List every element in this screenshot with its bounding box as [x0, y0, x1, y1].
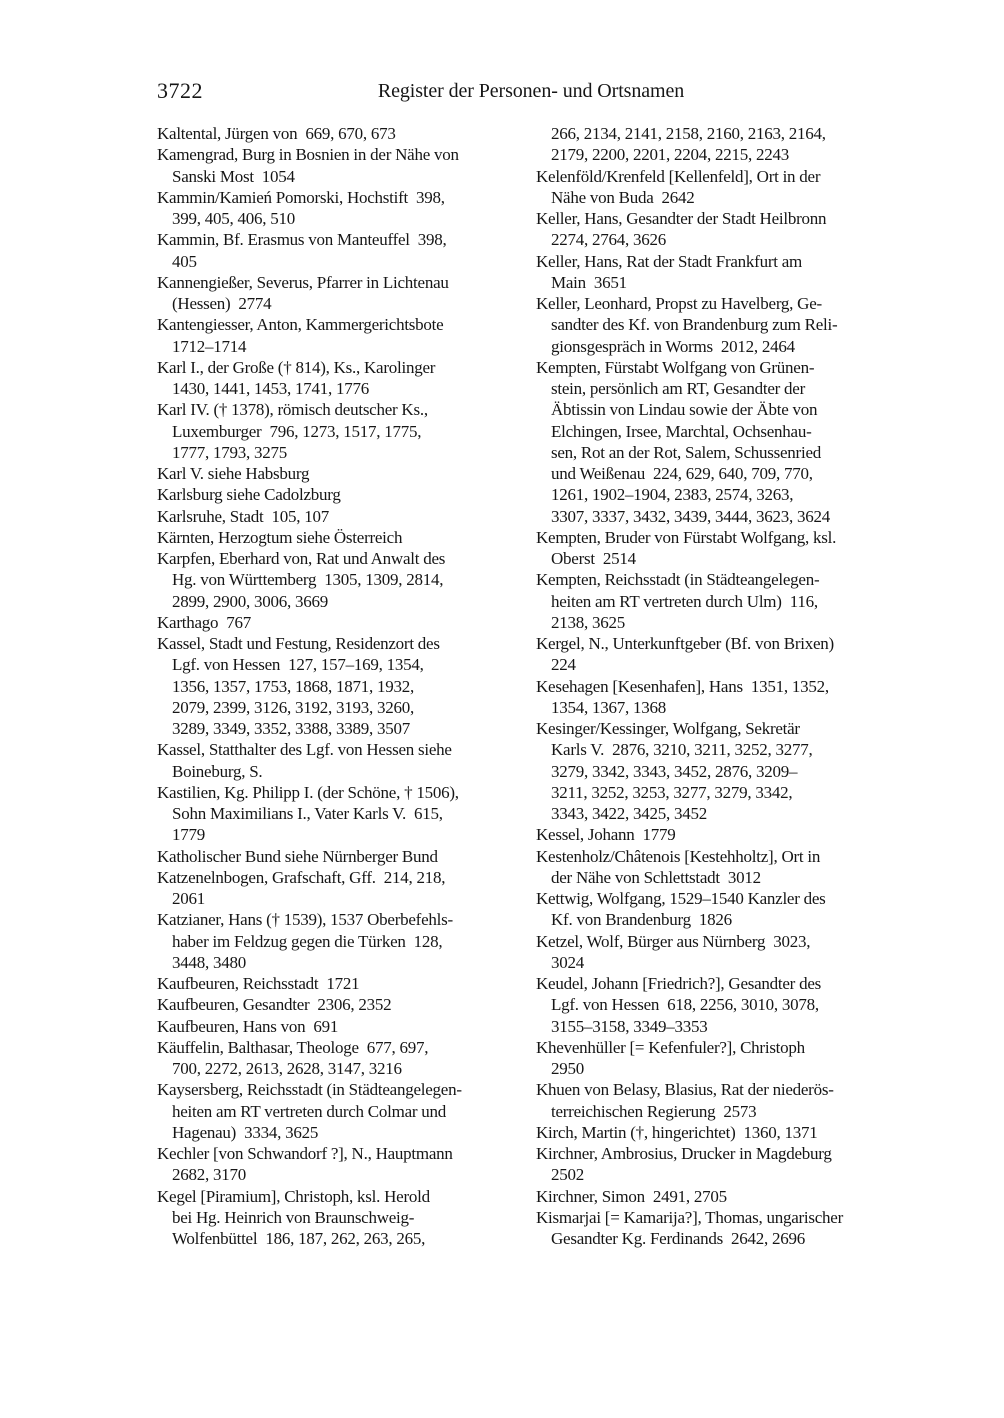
index-entry	[157, 633, 526, 739]
entry-line-continuation: (Hessen) 2774	[172, 294, 272, 313]
entry-line-continuation: 2950	[551, 1059, 584, 1078]
index-entry	[536, 973, 905, 1037]
index-entry	[157, 187, 526, 230]
entry-line-first: Khevenhüller [= Kefenfuler?], Christoph	[536, 1037, 805, 1057]
index-entry	[157, 144, 526, 187]
index-entry	[157, 973, 526, 994]
entry-line-first: Kergel, N., Unterkunftgeber (Bf. von Brixen)	[536, 634, 834, 653]
index-entry	[536, 1207, 905, 1250]
index-entry	[157, 846, 526, 867]
entry-line-continuation: 2079, 2399, 3126, 3192, 3193, 3260,	[172, 697, 414, 717]
entry-line-continuation: 2899, 2900, 3006, 3669	[172, 591, 328, 611]
entry-line-continuation: 1779	[172, 825, 205, 845]
entry-line-continuation: 3279, 3342, 3343, 3452, 2876, 3209–	[551, 761, 798, 781]
entry-line-continuation: heiten am RT vertreten durch Colmar und	[172, 1101, 447, 1121]
entry-line-continuation: 3448, 3480	[172, 952, 246, 972]
entry-continuation-line: 266, 2134, 2141, 2158, 2160, 2163, 2164,	[551, 124, 826, 143]
entry-line-first: Karl I., der Große († 814), Ks., Karolinger	[157, 357, 436, 377]
entry-line-continuation: Sanski Most 1054	[172, 166, 295, 186]
index-entry	[157, 867, 526, 910]
entry-line-continuation: 2682, 3170	[172, 1165, 246, 1185]
entry-line-first: Ketzel, Wolf, Bürger aus Nürnberg 3023,	[536, 931, 811, 951]
entry-line-continuation: stein, persönlich am RT, Gesandter der	[551, 379, 805, 398]
entry-line-continuation: terreichischen Regierung 2573	[551, 1101, 757, 1121]
index-entry	[536, 1079, 905, 1122]
entry-line-continuation: Nähe von Buda 2642	[551, 187, 695, 207]
entry-line-continuation: 2138, 3625	[551, 612, 625, 632]
entry-line-first: Kelenföld/Krenfeld [Kellenfeld], Ort in der	[536, 166, 821, 186]
index-column-left	[157, 123, 526, 1249]
entry-line-first: Kismarjai [= Kamarija?], Thomas, ungarischer	[536, 1207, 843, 1227]
entry-line-continuation: Main 3651	[551, 272, 627, 292]
entry-line-first: Karpfen, Eberhard von, Rat und Anwalt des	[157, 549, 446, 568]
entry-line-continuation: bei Hg. Heinrich von Braunschweig-	[172, 1207, 415, 1227]
index-entry	[157, 314, 526, 357]
entry-line-continuation: Hagenau) 3334, 3625	[172, 1122, 319, 1142]
index-entry	[536, 1143, 905, 1186]
index-entry	[157, 1037, 526, 1080]
entry-line-first: Karl V. siehe Habsburg	[157, 464, 310, 483]
entry-line-first: Katzianer, Hans († 1539), 1537 Oberbefehls-	[157, 910, 453, 930]
index-entry	[157, 782, 526, 846]
entry-line-continuation: 1261, 1902–1904, 2383, 2574, 3263,	[551, 485, 794, 505]
entry-line-first: Kammin, Bf. Erasmus von Manteuffel 398,	[157, 230, 447, 250]
running-title: Register der Personen- und Ortsnamen	[377, 80, 685, 102]
entry-line-continuation: 2274, 2764, 3626	[551, 230, 666, 250]
entry-line-continuation: 1777, 1793, 3275	[172, 442, 287, 462]
entry-line-continuation: Boineburg, S.	[172, 761, 263, 781]
index-entry	[536, 718, 905, 824]
entry-line-first: Kaufbeuren, Hans von 691	[157, 1016, 339, 1036]
entry-line-first: Kaufbeuren, Gesandter 2306, 2352	[157, 995, 392, 1015]
index-entry	[157, 229, 526, 272]
entry-line-first: Kesehagen [Kesenhafen], Hans 1351, 1352,	[536, 676, 829, 696]
entry-line-first: Kärnten, Herzogtum siehe Österreich	[157, 527, 403, 547]
entry-continuation-line: 2179, 2200, 2201, 2204, 2215, 2243	[551, 145, 789, 165]
entry-line-first: Karthago 767	[157, 612, 252, 632]
index-entry	[536, 569, 905, 633]
entry-line-continuation: 224	[551, 655, 576, 675]
entry-line-continuation: Gesandter Kg. Ferdinands 2642, 2696	[551, 1229, 805, 1248]
entry-line-first: Kestenholz/Châtenois [Kestehholtz], Ort in	[536, 846, 821, 866]
index-columns	[157, 123, 905, 1249]
index-entry	[157, 399, 526, 463]
index-entry	[536, 357, 905, 527]
index-entry	[536, 633, 905, 676]
entry-line-first: Karlsruhe, Stadt 105, 107	[157, 506, 329, 526]
entry-line-first: Kannengießer, Severus, Pfarrer in Lichtenau	[157, 272, 449, 292]
entry-line-first: Kaltental, Jürgen von 669, 670, 673	[157, 124, 396, 143]
index-entry	[536, 888, 905, 931]
entry-line-continuation: heiten am RT vertreten durch Ulm) 116,	[551, 591, 818, 611]
entry-line-first: Keller, Hans, Rat der Stadt Frankfurt am	[536, 251, 802, 271]
entry-line-first: Keudel, Johann [Friedrich?], Gesandter des	[536, 974, 822, 993]
entry-line-first: Kessel, Johann 1779	[536, 825, 676, 845]
entry-line-continuation: 1356, 1357, 1753, 1868, 1871, 1932,	[172, 676, 414, 696]
index-entry	[536, 527, 905, 570]
entry-line-first: Kaufbeuren, Reichsstadt 1721	[157, 974, 360, 993]
index-entry	[536, 824, 905, 845]
page-header	[157, 78, 905, 106]
entry-line-continuation: Kf. von Brandenburg 1826	[551, 910, 732, 930]
index-entry	[536, 1037, 905, 1080]
index-entry	[536, 846, 905, 889]
index-entry	[536, 676, 905, 719]
entry-line-first: Kassel, Stadt und Festung, Residenzort des	[157, 634, 440, 653]
entry-line-continuation: Luxemburger 796, 1273, 1517, 1775,	[172, 421, 422, 441]
entry-line-continuation: 1712–1714	[172, 336, 247, 356]
index-entry	[157, 909, 526, 973]
entry-line-first: Karl IV. († 1378), römisch deutscher Ks.,	[157, 400, 428, 420]
index-entry	[157, 994, 526, 1015]
index-entry	[157, 548, 526, 612]
index-entry	[536, 1186, 905, 1207]
index-entry	[157, 272, 526, 315]
entry-line-continuation: 3211, 3252, 3253, 3277, 3279, 3342,	[551, 782, 793, 802]
entry-line-continuation: und Weißenau 224, 629, 640, 709, 770,	[551, 464, 813, 483]
entry-line-continuation: 1430, 1441, 1453, 1741, 1776	[172, 379, 369, 398]
entry-line-continuation: Hg. von Württemberg 1305, 1309, 2814,	[172, 570, 444, 590]
index-entry	[536, 166, 905, 209]
entry-line-continuation: 700, 2272, 2613, 2628, 3147, 3216	[172, 1059, 402, 1078]
entry-line-continuation: Wolfenbüttel 186, 187, 262, 263, 265,	[172, 1229, 426, 1248]
index-entry	[157, 463, 526, 484]
entry-line-first: Kettwig, Wolfgang, 1529–1540 Kanzler des	[536, 889, 826, 908]
index-entry	[157, 612, 526, 633]
entry-line-continuation: der Nähe von Schlettstadt 3012	[551, 867, 761, 887]
index-entry	[536, 1122, 905, 1143]
entry-line-continuation: Oberst 2514	[551, 549, 636, 568]
entry-line-first: Keller, Leonhard, Propst zu Havelberg, Ge-	[536, 294, 822, 313]
entry-line-first: Keller, Hans, Gesandter der Stadt Heilbronn	[536, 209, 827, 228]
entry-line-continuation: Sohn Maximilians I., Vater Karls V. 615,	[172, 804, 443, 823]
index-entry	[157, 506, 526, 527]
entry-line-continuation: Lgf. von Hessen 618, 2256, 3010, 3078,	[551, 995, 819, 1015]
index-entry	[157, 123, 526, 144]
entry-line-first: Katholischer Bund siehe Nürnberger Bund	[157, 846, 438, 866]
entry-line-continuation: 399, 405, 406, 510	[172, 209, 295, 228]
entry-line-first: Kantengiesser, Anton, Kammergerichtsbote	[157, 315, 444, 335]
entry-line-continuation: Elchingen, Irsee, Marchtal, Ochsenhau-	[551, 421, 812, 441]
page-number: 3722	[157, 78, 203, 103]
entry-line-first: Katzenelnbogen, Grafschaft, Gff. 214, 218,	[157, 867, 446, 887]
entry-line-first: Kempten, Fürstabt Wolfgang von Grünen-	[536, 357, 815, 377]
entry-line-first: Karlsburg siehe Cadolzburg	[157, 485, 341, 505]
entry-line-continuation: 405	[172, 251, 197, 271]
entry-line-continuation: 2061	[172, 889, 205, 908]
entry-line-continuation: 2502	[551, 1165, 584, 1185]
entry-line-continuation: gionsgespräch in Worms 2012, 2464	[551, 336, 795, 356]
entry-line-first: Kassel, Statthalter des Lgf. von Hessen siehe	[157, 740, 452, 760]
entry-line-first: Kammin/Kamień Pomorski, Hochstift 398,	[157, 187, 445, 207]
index-entry	[157, 1016, 526, 1037]
entry-line-continuation: haber im Feldzug gegen die Türken 128,	[172, 931, 443, 951]
entry-line-continuation: Lgf. von Hessen 127, 157–169, 1354,	[172, 655, 424, 675]
entry-line-first: Kempten, Bruder von Fürstabt Wolfgang, ksl.	[536, 527, 837, 547]
entry-line-continuation: 1354, 1367, 1368	[551, 697, 666, 717]
index-entry	[157, 739, 526, 782]
entry-line-first: Kamengrad, Burg in Bosnien in der Nähe von	[157, 145, 459, 165]
entry-line-first: Kempten, Reichsstadt (in Städteangelegen-	[536, 570, 820, 590]
entry-line-first: Kaysersberg, Reichsstadt (in Städteangelegen-	[157, 1080, 462, 1100]
entry-line-first: Kesinger/Kessinger, Wolfgang, Sekretär	[536, 719, 800, 738]
index-entry	[157, 1143, 526, 1186]
entry-line-continuation: Karls V. 2876, 3210, 3211, 3252, 3277,	[551, 740, 813, 760]
entry-line-continuation: Äbtissin von Lindau sowie der Äbte von	[551, 400, 818, 420]
index-entry	[536, 293, 905, 357]
entry-line-first: Käuffelin, Balthasar, Theologe 677, 697,	[157, 1037, 429, 1057]
entry-line-first: Kegel [Piramium], Christoph, ksl. Herold	[157, 1186, 430, 1206]
index-column-right	[536, 123, 905, 1249]
index-entry	[157, 1079, 526, 1143]
entry-line-continuation: 3307, 3337, 3432, 3439, 3444, 3623, 3624	[551, 506, 830, 526]
entry-line-first: Kirchner, Ambrosius, Drucker in Magdeburg	[536, 1144, 832, 1163]
entry-line-continuation: 3024	[551, 952, 584, 972]
index-entry	[536, 251, 905, 294]
index-entry	[157, 1186, 526, 1250]
entry-line-continuation: sen, Rot an der Rot, Salem, Schussenried	[551, 442, 821, 462]
entry-line-continuation: 3343, 3422, 3425, 3452	[551, 804, 707, 823]
entry-line-continuation: 3155–3158, 3349–3353	[551, 1016, 708, 1036]
index-entry	[157, 484, 526, 505]
index-entry	[157, 527, 526, 548]
entry-line-first: Kirchner, Simon 2491, 2705	[536, 1186, 727, 1206]
index-entry	[536, 208, 905, 251]
index-entry	[157, 357, 526, 400]
entry-line-first: Kirch, Martin (†, hingerichtet) 1360, 1371	[536, 1122, 818, 1142]
entry-line-first: Khuen von Belasy, Blasius, Rat der niederös-	[536, 1080, 834, 1100]
entry-line-continuation: 3289, 3349, 3352, 3388, 3389, 3507	[172, 719, 410, 738]
entry-line-first: Kechler [von Schwandorf ?], N., Hauptmann	[157, 1144, 453, 1163]
index-entry	[536, 931, 905, 974]
entry-line-continuation: sandter des Kf. von Brandenburg zum Reli-	[551, 315, 838, 335]
entry-line-first: Kastilien, Kg. Philipp I. (der Schöne, † 1506),	[157, 782, 459, 802]
